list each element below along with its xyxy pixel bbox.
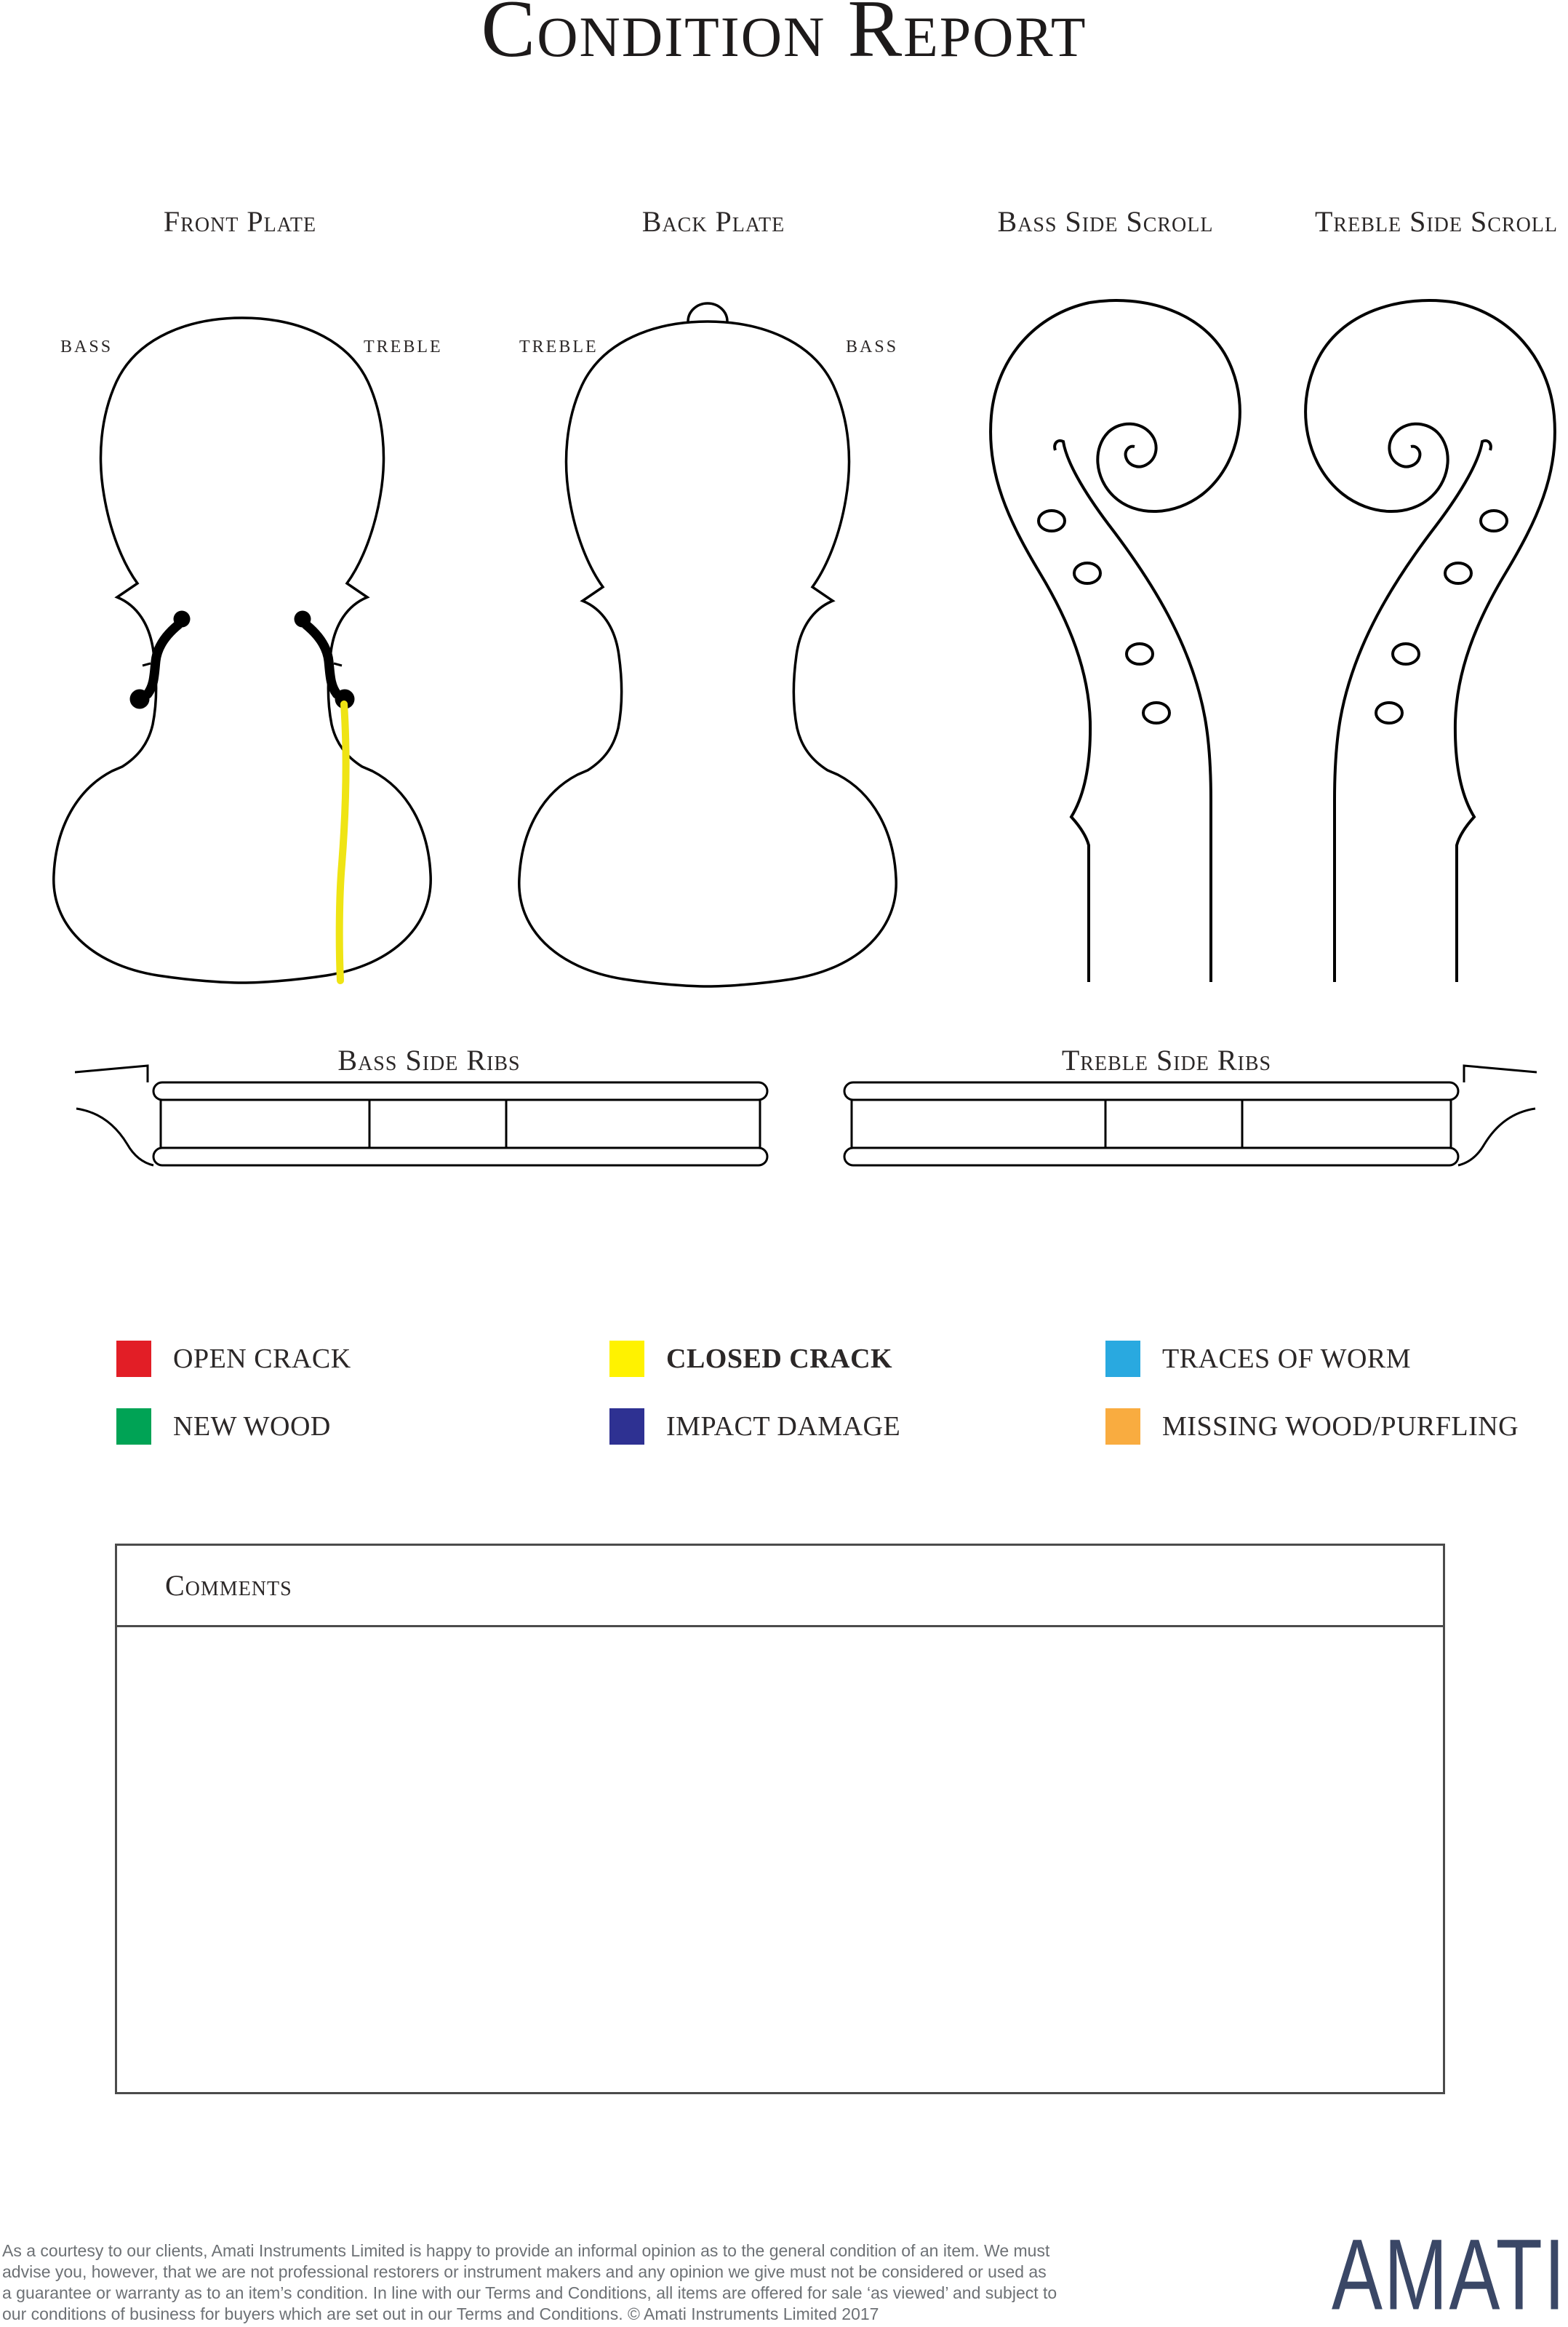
violin-front-outline [54, 318, 431, 983]
comments-title: Comments [165, 1569, 292, 1602]
peg-hole [1393, 644, 1419, 664]
footer-line: As a courtesy to our clients, Amati Instruments Limited is happy to provide an informal opinion as to the general condition of an item. We must [2, 2241, 1050, 2260]
back-plate-treble-label: TREBLE [519, 338, 599, 356]
treble-scroll-diagram [1280, 291, 1568, 982]
ribs-outline-treble [844, 1066, 1537, 1165]
bass-scroll-diagram [975, 291, 1265, 982]
comments-box [115, 1544, 1445, 2094]
legend-swatch-traces-of-worm [1105, 1341, 1140, 1377]
legend-swatch-closed-crack [609, 1341, 644, 1377]
bass-scroll-title: Bass Side Scroll [997, 205, 1214, 238]
page-title: Condition Report [481, 0, 1087, 74]
front-plate-diagram [39, 308, 446, 984]
peg-hole [1376, 703, 1402, 723]
front-plate-treble-label: TREBLE [364, 338, 443, 356]
peg-hole [1481, 511, 1507, 531]
treble-scroll-title: Treble Side Scroll [1314, 205, 1559, 238]
ribs-outline-bass [75, 1066, 767, 1165]
legend-label-open-crack: OPEN CRACK [173, 1344, 351, 1374]
bass-ribs-diagram [75, 1062, 773, 1171]
footer-line: our conditions of business for buyers which are set out in our Terms and Conditions. © Amati Instruments Limited 2017 [2, 2304, 879, 2323]
scroll-outline-bass [991, 300, 1240, 982]
legend-swatch-open-crack [116, 1341, 151, 1377]
comments-body [117, 1627, 1443, 2090]
legend-swatch-impact-damage [609, 1408, 644, 1445]
peg-holes-bass [1039, 511, 1169, 723]
footer-disclaimer [2, 2240, 1057, 2325]
back-plate-bass-label: BASS [846, 338, 899, 356]
bass-ribs-title: Bass Side Ribs [337, 1044, 521, 1077]
violin-back-outline [519, 322, 899, 986]
footer-line: advise you, however, that we are not professional restorers or instrument makers and any opinion we give must not be considered or used as [2, 2262, 1047, 2281]
peg-hole [1127, 644, 1153, 664]
back-plate-title: Back Plate [641, 205, 785, 238]
legend-swatch-new-wood [116, 1408, 151, 1445]
peg-hole [1445, 563, 1471, 583]
treble-ribs-diagram [839, 1062, 1537, 1171]
legend-label-impact-damage: IMPACT DAMAGE [666, 1411, 901, 1442]
legend-label-new-wood: NEW WOOD [173, 1411, 331, 1442]
back-plate-diagram [504, 297, 911, 988]
peg-hole [1039, 511, 1065, 531]
legend-swatch-missing-wood [1105, 1408, 1140, 1445]
legend-label-traces-of-worm: TRACES OF WORM [1162, 1344, 1412, 1374]
peg-hole [1074, 563, 1100, 583]
comments-header [117, 1546, 1443, 1627]
legend-label-closed-crack: CLOSED CRACK [666, 1344, 893, 1374]
back-plate-button [688, 303, 727, 322]
peg-hole [1143, 703, 1169, 723]
amati-logo: AMATI [1331, 2219, 1567, 2327]
footer-line: a guarantee or warranty as to an item’s condition. In line with our Terms and Conditions, all items are offered for sale ‘as viewed’ and subject to [2, 2283, 1057, 2302]
peg-holes-treble [1376, 511, 1507, 723]
scroll-outline-treble [1305, 300, 1555, 982]
legend-label-missing-wood: MISSING WOOD/PURFLING [1162, 1411, 1519, 1442]
front-plate-title: Front Plate [163, 205, 317, 238]
front-plate-bass-label: BASS [60, 338, 113, 356]
treble-ribs-title: Treble Side Ribs [1061, 1044, 1272, 1077]
